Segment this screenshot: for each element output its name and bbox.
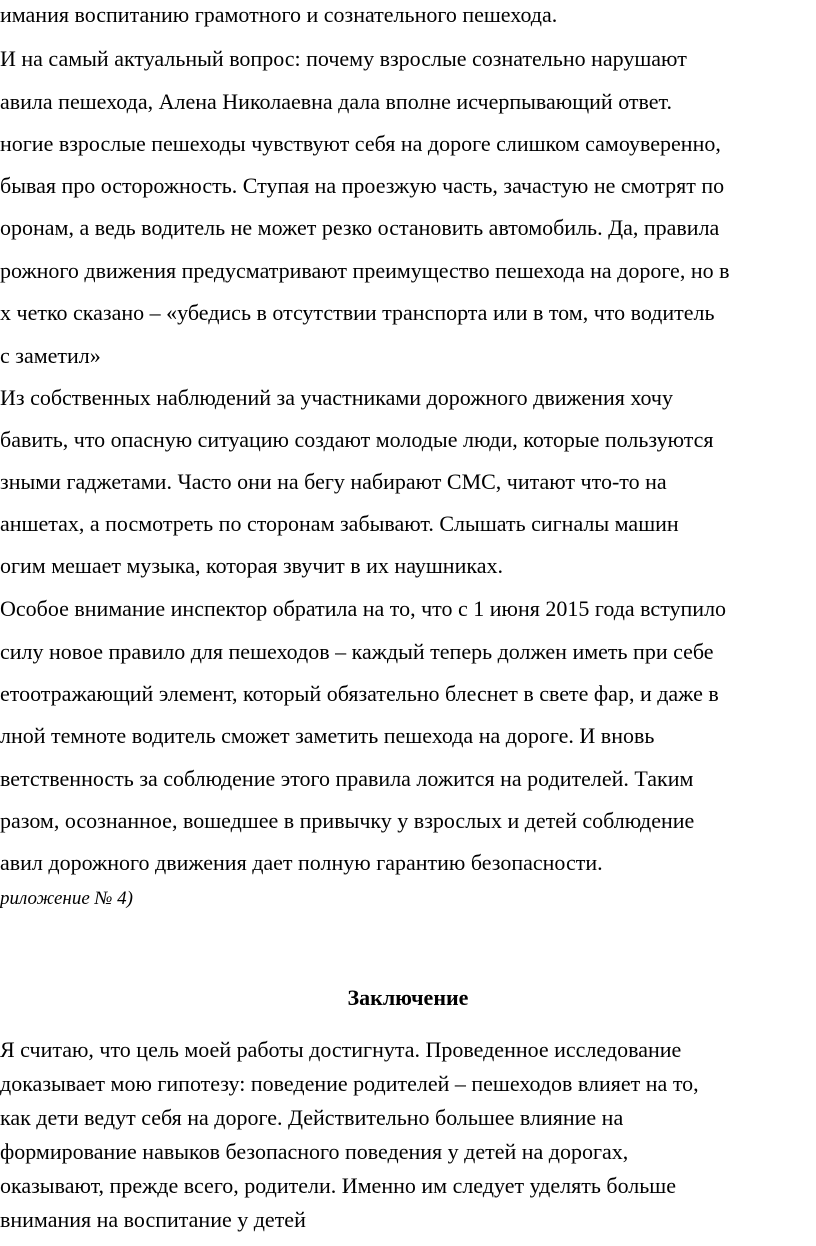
body-text-line: И на самый актуальный вопрос: почему взрослые сознательно нарушают [0,46,687,71]
conclusion-text-line: внимания на воспитание у детей [0,1207,306,1232]
body-text-line: ногие взрослые пешеходы чувствуют себя на дороге слишком самоуверенно, [0,131,721,156]
conclusion-text-line: Я считаю, что цель моей работы достигнута. Проведенное исследование [0,1037,682,1062]
body-text-line: разом, осознанное, вошедшее в привычку у взрослых и детей соблюдение [0,808,695,833]
body-text-line: огим мешает музыка, которая звучит в их наушниках. [0,553,503,578]
conclusion-heading: Заключение [347,985,469,1010]
body-text-line: аншетах, а посмотреть по сторонам забывают. Слышать сигналы машин [0,511,679,536]
body-text-line: х четко сказано – «убедись в отсутствии транспорта или в том, что водитель [0,300,715,325]
appendix-note: риложение № 4) [0,888,133,909]
conclusion-text-line: формирование навыков безопасного поведения у детей на дорогах, [0,1139,629,1164]
body-text-line: с заметил» [0,343,101,368]
body-text-line: авила пешехода, Алена Николаевна дала вполне исчерпывающий ответ. [0,89,673,114]
body-text-line: рожного движения предусматривают преимущество пешехода на дороге, но в [0,258,730,283]
body-text-line: Из собственных наблюдений за участниками дорожного движения хочу [0,385,673,410]
conclusion-text-line: оказывают, прежде всего, родители. Именно им следует уделять больше [0,1173,677,1198]
body-text-line: ветственность за соблюдение этого правила ложится на родителей. Таким [0,766,694,791]
body-text-line: Особое внимание инспектор обратила на то, что с 1 июня 2015 года вступило [0,596,727,621]
body-text-line: бавить, что опасную ситуацию создают молодые люди, которые пользуются [0,427,714,452]
conclusion-text-line: как дети ведут себя на дороге. Действительно большее влияние на [0,1105,624,1130]
body-text-line: имания воспитанию грамотного и сознательного пешехода. [0,2,558,27]
body-text-line: етоотражающий элемент, который обязательно блеснет в свете фар, и даже в [0,681,719,706]
body-text-line: силу новое правило для пешеходов – каждый теперь должен иметь при себе [0,639,714,664]
conclusion-text-line: доказывает мою гипотезу: поведение родителей – пешеходов влияет на то, [0,1071,699,1096]
body-text-line: бывая про осторожность. Ступая на проезжую часть, зачастую не смотрят по [0,173,725,198]
body-text-line: оронам, а ведь водитель не может резко остановить автомобиль. Да, правила [0,215,720,240]
body-text-line: зными гаджетами. Часто они на бегу набирают СМС, читают что-то на [0,469,667,494]
body-text-line: лной темноте водитель сможет заметить пешехода на дороге. И вновь [0,723,655,748]
body-text-line: авил дорожного движения дает полную гарантию безопасности. [0,850,603,875]
